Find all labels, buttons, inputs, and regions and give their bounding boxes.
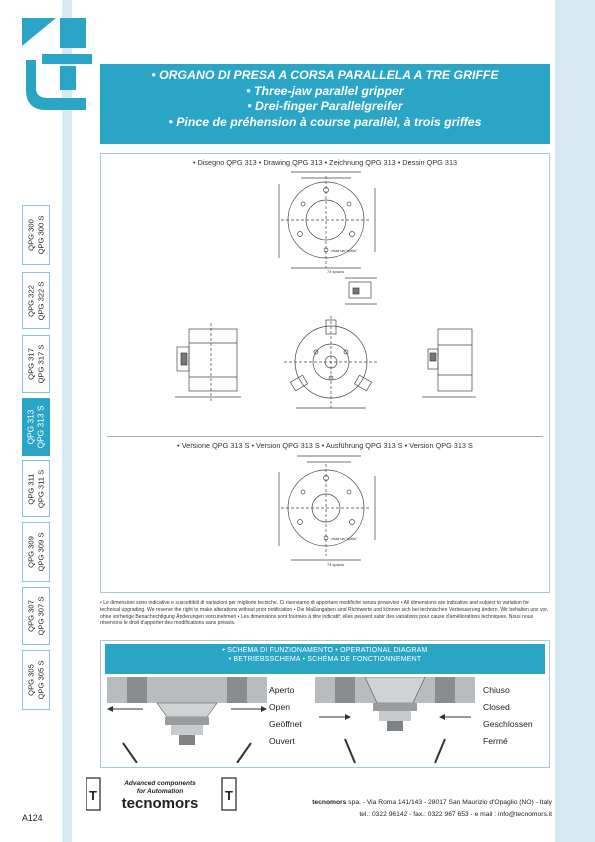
range-tab-line-2: QPG 311 S: [36, 469, 45, 508]
view-from-below-label-s: vista da "sotto": [331, 536, 358, 541]
schema-heading-line-2: • BETRIEBSSCHEMA • SCHÉMA DE FONCTIONNEMENT: [228, 656, 422, 664]
drawing-heading: • Disegno QPG 313 • Drawing QPG 313 • Zeichnung QPG 313 • Dessin QPG 313: [192, 158, 458, 167]
range-tab-1[interactable]: [22, 205, 50, 265]
range-tab-line-2: QPG 305 S: [36, 660, 45, 700]
gripper-closed-diagram: [315, 677, 475, 763]
logo-tagline-2: for Automation: [136, 788, 184, 795]
company-address: spa. - Via Roma 141/143 - 28017 San Maurizio d'Opaglio (NO) - Italy: [348, 799, 552, 806]
range-tab-line-1: QPG 317: [26, 348, 36, 380]
gripper-open-diagram: [107, 677, 267, 763]
product-title-banner: [100, 64, 550, 144]
company-contact: [280, 797, 552, 820]
range-tab-label: [27, 281, 46, 320]
range-tab-label: [27, 345, 46, 384]
drawing-jaw-detail: [341, 274, 391, 314]
range-tab-5[interactable]: [22, 460, 50, 517]
range-tab-label: [27, 533, 46, 572]
technical-drawing-panel: [100, 153, 550, 593]
disclaimer-notes: • Le dimensioni sono indicative e suscettibili di variazioni per migliorie tecniche. Ci riserviamo di apportare modifiche senza preavviso • All dimensions are indicative and subject to variation for technical upgrading. We reserve the right to make alterations without prior notification • Die Maßangaben sind Richtwerte und können sich bei technischen Verbesserung ändern. Wir behalten uns vor, ohne vorherige Benachrichtigung Änderungen vorzunehmen • Les dimensions sont fournies à titre indicatif; elles peuvent subir des variations pour cause d'améliorations techniques. Nous nous réservons le droit d'apporter des modifications sans préavis.: [100, 600, 549, 627]
svg-text:T: T: [225, 788, 233, 803]
view-from-below-label: vista da "sotto": [331, 248, 358, 253]
range-tab-line-1: QPG 305: [26, 664, 36, 696]
range-tab-label: [27, 469, 46, 507]
range-tab-line-2: QPG 307 S: [36, 596, 45, 636]
range-tab-line-2: QPG 300 S: [36, 215, 45, 255]
svg-text:T: T: [89, 788, 97, 803]
section-divider: [107, 436, 543, 437]
state-closed-it: Chiuso: [483, 685, 510, 695]
state-closed-fr: Fermé: [483, 736, 508, 746]
logo-brand: tecnomors: [121, 795, 199, 812]
range-tab-7[interactable]: [22, 587, 50, 645]
range-tab-label: [27, 216, 46, 255]
schema-heading-line-1: • SCHEMA DI FUNZIONAMENTO • OPERATIONAL DIAGRAM: [222, 647, 428, 654]
range-tab-line-1: QPG 307: [26, 600, 36, 632]
range-tab-line-1: QPG 311: [26, 472, 36, 505]
state-open-en: Open: [269, 702, 291, 712]
state-closed-de: Geschlossen: [483, 719, 533, 729]
state-open-it: Aperto: [269, 685, 295, 695]
state-closed-en: Closed: [483, 702, 510, 712]
brand-logo-icon: [22, 18, 92, 110]
right-color-strip: [555, 0, 595, 842]
title-german: • Drei-finger Parallelgreifer: [247, 99, 403, 113]
range-tab-label: [27, 406, 46, 449]
title-french: • Pince de préhension à course parallèl, à trois griffes: [168, 114, 482, 129]
range-tab-3[interactable]: [22, 335, 50, 393]
range-tab-line-1: QPG 313: [25, 409, 36, 445]
schema-heading: [105, 644, 545, 674]
company-phone-email: tel.: 0322 96142 - fax.: 0322 967 653 - e mail : info@tecnomors.it: [359, 810, 552, 818]
title-english: • Three-jaw parallel gripper: [246, 83, 404, 98]
range-tab-line-1: QPG 322: [26, 284, 36, 317]
state-open-de: Geöffnet: [269, 719, 302, 729]
left-color-strip: [62, 0, 72, 842]
drawing-side-view-right: [416, 319, 486, 404]
drawing-version-s-view: [271, 452, 391, 572]
range-tab-label: [27, 597, 46, 636]
range-tab-8[interactable]: [22, 650, 50, 710]
range-tab-line-1: QPG 309: [26, 536, 36, 568]
spacer-label: 74 spazio: [327, 269, 345, 274]
logo-tagline-1: Advanced components: [124, 780, 196, 787]
range-tab-line-2: QPG 317 S: [36, 344, 45, 384]
range-tab-line-2: QPG 313 S: [35, 405, 45, 449]
title-italian: • ORGANO DI PRESA A CORSA PARALLELA A TRE GRIFFE: [151, 68, 499, 82]
tecnomors-logo: [86, 776, 246, 812]
range-tab-line-2: QPG 309 S: [36, 532, 45, 572]
range-tab-4[interactable]: [22, 398, 50, 456]
drawing-top-view: [271, 168, 391, 278]
version-heading: • Versione QPG 313 S • Version QPG 313 S • Ausführung QPG 313 S • Version QPG 313 S: [177, 441, 473, 450]
range-tab-line-2: QPG 322 S: [36, 281, 45, 320]
company-name: tecnomors: [312, 799, 347, 806]
range-tab-6[interactable]: [22, 522, 50, 582]
operational-diagram-panel: [100, 640, 550, 768]
spacer-label-s: 74 spazio: [327, 562, 345, 567]
range-tab-2[interactable]: [22, 272, 50, 329]
drawing-side-view-left: [171, 319, 251, 404]
page-number: A124: [22, 813, 43, 823]
drawing-front-view: [276, 312, 386, 417]
range-tab-line-1: QPG 300: [26, 219, 36, 251]
range-tab-label: [27, 661, 46, 700]
state-open-fr: Ouvert: [269, 736, 295, 746]
